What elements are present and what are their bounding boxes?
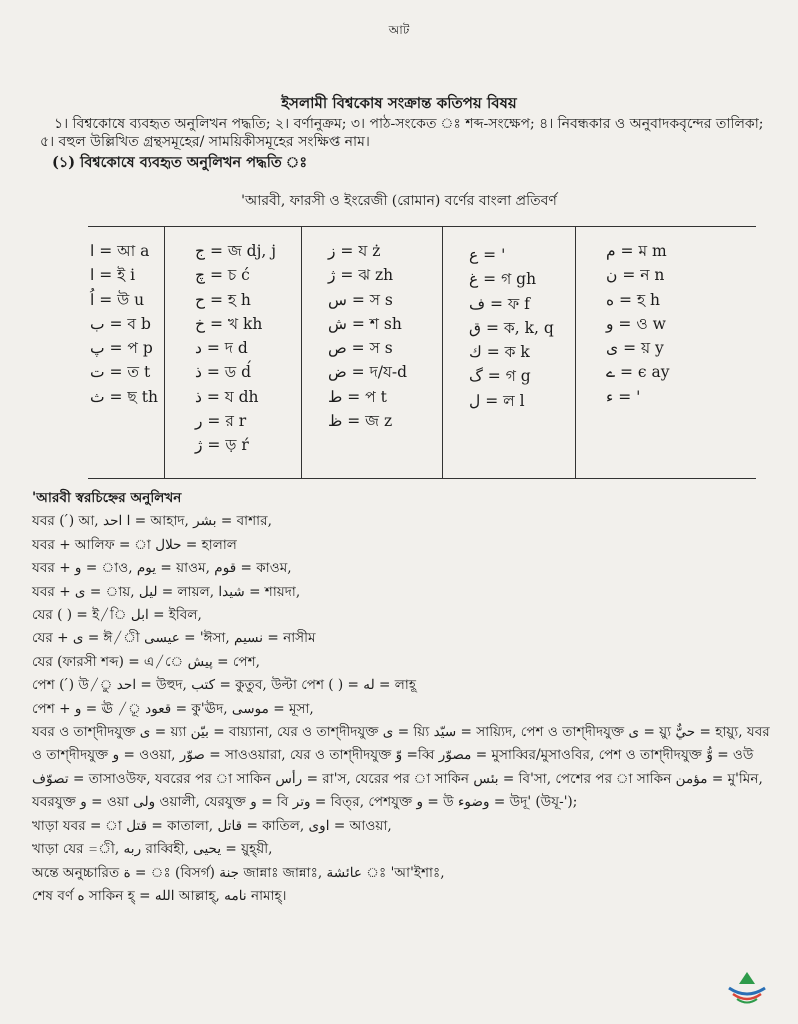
table-cell: ص = স s — [328, 339, 393, 358]
table-cell: ذ = ড d́ — [195, 363, 252, 382]
table-cell: ق = ক, k, q — [469, 318, 554, 337]
vowel-rule-line: যবর ও তাশ্দীদযুক্ত ى = য়্যা بيّن = বায়্যানা, যের ও তাশ্দীদযুক্ত ى = য়্যি سيّد = সায়্যিদ, পেশ ও তাশ্দীদযুক্ত ى = য়্যু حيٌّ = হায়্যু, যবর ও তাশ্দীদযুক্ত و = ওওয়া, صوّر = সাওওয়ারা, যের ও তাশ্দীদযুক্ত وّ =ব্বি مصوّر = মুসাব্বির/মুসাওবির, পেশ ও তাশ্দীদযুক্ত وُّ = ওউ تصوّف = তাসাওউফ, যবরের পর া সাকিন رأس = রা'স, যেরের পর া সাকিন بئس = বি'সা, পেশের পর া সাকিন مؤمن = মু'মিন, যবরযুক্ত و = ওয়া ولى ওয়ালী, যেরযুক্ত و = বি وتر = বিত্‌র, পেশযুক্ত و = উ وضوء = উদূ' (উযূ-'); — [32, 724, 770, 811]
table-cell: ا = আ a — [90, 242, 150, 260]
table-cell: ح = হ h — [195, 290, 251, 309]
vowel-rule-line: যের (ফারসী শব্দ) = এ/ে پيش = পেশ, — [32, 653, 260, 670]
publisher-logo — [725, 970, 769, 1006]
table-cell: ژ = ঝ zh — [328, 266, 394, 285]
table-cell: ظ = জ z — [328, 412, 393, 431]
vowel-transliteration-section — [32, 487, 772, 908]
table-column-2 — [165, 227, 302, 478]
table-cell: ع = ' — [469, 246, 506, 264]
table-cell: اُ = উ u — [90, 290, 145, 309]
vowel-rule-line: পেশ ( ́) উ/ু احد = উহুদ, كتب = কুতুব, উল্টা পেশ ( ) = له = লাহূ — [32, 677, 416, 694]
page-number: আট — [388, 23, 410, 37]
table-cell: ر = র r — [195, 412, 247, 431]
table-column-5 — [576, 227, 756, 478]
table-cell: ط = প t — [328, 387, 387, 406]
table-cell: ب = ব b — [90, 314, 151, 333]
table-cell: س = স s — [328, 290, 393, 309]
vowel-rule-line: শেষ বর্ণ ه সাকিন হ্ = الله আল্লাহ্, نامه নামাহ্। — [32, 887, 287, 904]
table-cell: ش = শ sh — [328, 314, 402, 333]
vowel-rule-line: যবর + আলিফ = া حلال = হালাল — [32, 536, 237, 553]
table-cell: ض = দ/য-d — [328, 363, 408, 382]
page-title: ইসলামী বিশ্বকোষ সংক্রান্ত কতিপয় বিষয় — [281, 94, 517, 112]
table-cell: ت = ত t — [90, 363, 151, 382]
table-cell: پ = প p — [90, 339, 153, 358]
table-cell: و = ও w — [606, 314, 666, 333]
vowel-rule-line: পেশ + و = ঊ /ূ قعود = কু'ঊদ, موسى = মূসা, — [32, 700, 314, 717]
table-cell: ز = য ż — [328, 242, 381, 260]
vowel-section-heading: 'আরবী স্বরচিহ্নের অনুলিখন — [32, 490, 182, 506]
table-cell: ء = ' — [606, 387, 641, 406]
vowel-rule-line: যের ( ) = ই/ি ابل = ইবিল, — [32, 607, 202, 624]
table-cell: ے = ϵ ay — [606, 363, 670, 382]
vowel-rule-line: অন্তে অনুচ্চারিত ة = ঃ (বিসর্গ) جنة জান্নাঃ জান্নাঃ, عائشة ঃ 'আ'ইশাঃ, — [32, 864, 445, 881]
vowel-rule-line: যের + ى = ঈ/ী عيسى = 'ঈসা, نسيم = নাসীম — [32, 630, 316, 647]
table-cell: م = ম m — [606, 242, 667, 260]
table-cell: ف = ফ f — [469, 294, 530, 313]
table-cell: ج = জ dj, j — [195, 242, 277, 260]
table-cell: ث = ছ th — [90, 387, 158, 406]
table-cell: ى = য় y — [606, 339, 664, 358]
table-cell: چ = চ ć — [195, 266, 250, 285]
table-cell: ژ = ড় ŕ — [195, 436, 249, 455]
table-column-3 — [302, 227, 443, 478]
vowel-rule-line: যবর + و = াও, يوم = য়াওম, قوم = কাওম, — [32, 560, 292, 577]
transliteration-table — [88, 226, 756, 479]
table-cell: ذ = য dh — [195, 387, 259, 406]
table-cell: ن = ন n — [606, 266, 665, 285]
intro-paragraph: ১। বিশ্বকোষে ব্যবহৃত অনুলিখন পদ্ধতি; ২। বর্ণানুক্রম; ৩। পাঠ-সংকেত ঃ শব্দ-সংক্ষেপ; ৪। নিবন্ধকার ও অনুবাদকবৃন্দের তালিকা; ৫। বহুল উল্লিখিত গ্রন্থসমূহের/ সাময়িকীসমূহের সংক্ষিপ্ত নাম। — [40, 116, 764, 150]
table-cell: ل = ল l — [469, 391, 525, 410]
vowel-rule-line: যবর + ى = ায়, ليل = লায়ল, شيدا = শায়দা, — [32, 583, 301, 600]
table-cell: ه = হ h — [606, 290, 661, 309]
vowel-lines — [32, 510, 772, 908]
table-cell: د = দ d — [195, 339, 248, 358]
table-cell: غ = গ gh — [469, 270, 537, 289]
vowel-rule-line: খাড়া যবর = া قتل = কাতালা, قاتل = কাতিল, اوى = আওয়া, — [32, 817, 392, 834]
table-cell: خ = খ kh — [195, 314, 263, 333]
table-cell: ك = ক k — [469, 343, 530, 362]
table-cell: ا = ই i — [90, 266, 136, 285]
table-cell: گ = গ g — [469, 367, 531, 386]
table-title: 'আরবী, ফারসী ও ইংরেজী (রোমান) বর্ণের বাংলা প্রতিবর্ণ — [241, 193, 557, 209]
table-column-1 — [88, 227, 165, 478]
vowel-rule-line: খাড়া যের =ী, ربه রাব্বিহী, يحيى = য়ুহ্য়ী, — [32, 841, 273, 858]
vowel-rule-line: যবর ( ́) আ, ا احد = আহাদ, بشر = বাশার, — [32, 513, 272, 530]
table-column-4 — [443, 227, 576, 478]
section-heading: (১) বিশ্বকোষে ব্যবহৃত অনুলিখন পদ্ধতি ঃ — [52, 154, 308, 171]
